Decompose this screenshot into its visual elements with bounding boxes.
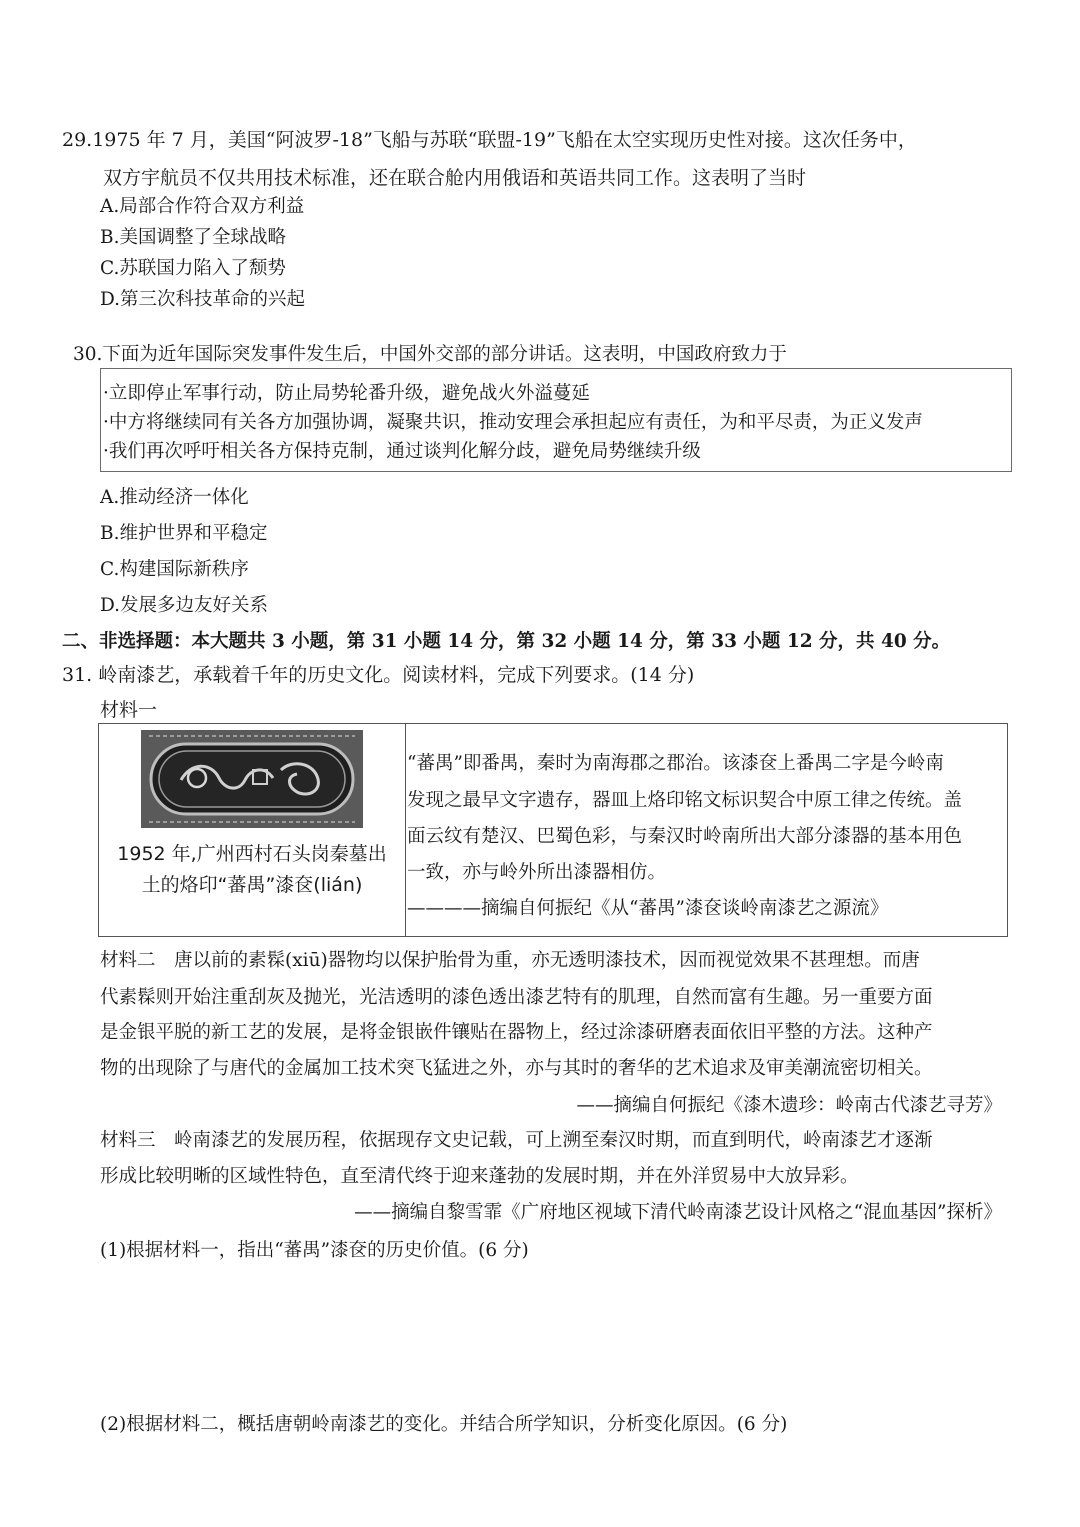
q30-quote-box: [100, 368, 1012, 472]
q31-sub1: (1)根据材料一，指出“蕃禺”漆奁的历史价值。(6 分): [100, 1240, 529, 1261]
q31-sub2: (2)根据材料二，概括唐朝岭南漆艺的变化。并结合所学知识，分析变化原因。(6 分): [100, 1414, 788, 1435]
q30-option-a: A.推动经济一体化: [100, 487, 249, 508]
material1-table: [98, 723, 1008, 937]
material2-source: ——摘编自何振纪《漆木遗珍：岭南古代漆艺寻芳》: [576, 1095, 1002, 1116]
q29-option-c: C.苏联国力陷入了颓势: [100, 258, 286, 279]
material2-line-1: 材料二 唐以前的素髹(xiū)器物均以保护胎骨为重，亦无透明漆技术，因而视觉效果不甚理想。而唐: [100, 950, 920, 971]
q30-option-d: D.发展多边友好关系: [100, 595, 269, 616]
q29-option-b: B.美国调整了全球战略: [100, 227, 286, 248]
material3-source: ——摘编自黎雪霏《广府地区视域下清代岭南漆艺设计风格之“混血基因”探析》: [354, 1202, 1002, 1223]
material1-text-line-2: 发现之最早文字遗存，器皿上烙印铭文标识契合中原工律之传统。盖: [407, 790, 963, 811]
q30-quote-line-1: ·立即停止军事行动，防止局势轮番升级，避免战火外溢蔓延: [103, 383, 590, 404]
material2-line-4: 物的出现除了与唐代的金属加工技术突飞猛进之外，亦与其时的奢华的艺术追求及审美潮流密切相关。: [100, 1058, 933, 1079]
q29-stem-line1: 29.1975 年 7 月，美国“阿波罗-18”飞船与苏联“联盟-19”飞船在太空实现历史性对接。这次任务中，: [62, 129, 917, 151]
q30-option-b: B.维护世界和平稳定: [100, 523, 268, 544]
q30-option-c: C.构建国际新秩序: [100, 559, 249, 580]
material1-caption-line2: 土的烙印“蕃禺”漆奁(lián): [141, 874, 363, 896]
material1-text-line-1: “蕃禺”即番禺，秦时为南海郡之郡治。该漆奁上番禺二字是今岭南: [407, 753, 944, 774]
material1-source: ————摘编自何振纪《从“蕃禺”漆奁谈岭南漆艺之源流》: [407, 898, 889, 919]
material1-label: 材料一: [100, 699, 158, 721]
section2-heading: 二、非选择题：本大题共 3 小题，第 31 小题 14 分，第 32 小题 14 分，第 33 小题 12 分，共 40 分。: [62, 631, 951, 652]
material2-line-2: 代素髹则开始注重刮灰及抛光，光洁透明的漆色透出漆艺特有的肌理，自然而富有生趣。另一重要方面: [100, 987, 933, 1008]
material3-line-2: 形成比较明晰的区域性特色，直至清代终于迎来蓬勃的发展时期，并在外洋贸易中大放异彩。: [100, 1166, 859, 1187]
q29-option-d: D.第三次科技革命的兴起: [100, 289, 306, 310]
q30-stem: 30.下面为近年国际突发事件发生后，中国外交部的部分讲话。这表明，中国政府致力于: [73, 344, 787, 365]
material1-text-line-3: 面云纹有楚汉、巴蜀色彩，与秦汉时岭南所出大部分漆器的基本用色: [407, 826, 963, 847]
lacquer-box-photo: [141, 730, 363, 828]
q30-quote-line-3: ·我们再次呼吁相关各方保持克制，通过谈判化解分歧，避免局势继续升级: [103, 441, 701, 462]
q30-quote-line-2: ·中方将继续同有关各方加强协调，凝聚共识，推动安理会承担起应有责任，为和平尽责，为正义发声: [103, 412, 923, 433]
q29-stem-line2: 双方宇航员不仅共用技术标准，还在联合舱内用俄语和英语共同工作。这表明了当时: [103, 167, 807, 189]
q29-option-a: A.局部合作符合双方利益: [100, 196, 305, 217]
material1-caption-line1: 1952 年,广州西村石头岗秦墓出: [117, 843, 387, 865]
q31-stem: 31. 岭南漆艺，承载着千年的历史文化。阅读材料，完成下列要求。(14 分): [62, 664, 695, 686]
material3-line-1: 材料三 岭南漆艺的发展历程，依据现存文史记载，可上溯至秦汉时期，而直到明代，岭南漆艺才逐渐: [100, 1130, 933, 1151]
material1-text-line-4: 一致，亦与岭外所出漆器相仿。: [407, 862, 667, 883]
material2-line-3: 是金银平脱的新工艺的发展，是将金银嵌件镶贴在器物上，经过涂漆研磨表面依旧平整的方法。这种产: [100, 1022, 933, 1043]
table-divider: [405, 724, 406, 936]
